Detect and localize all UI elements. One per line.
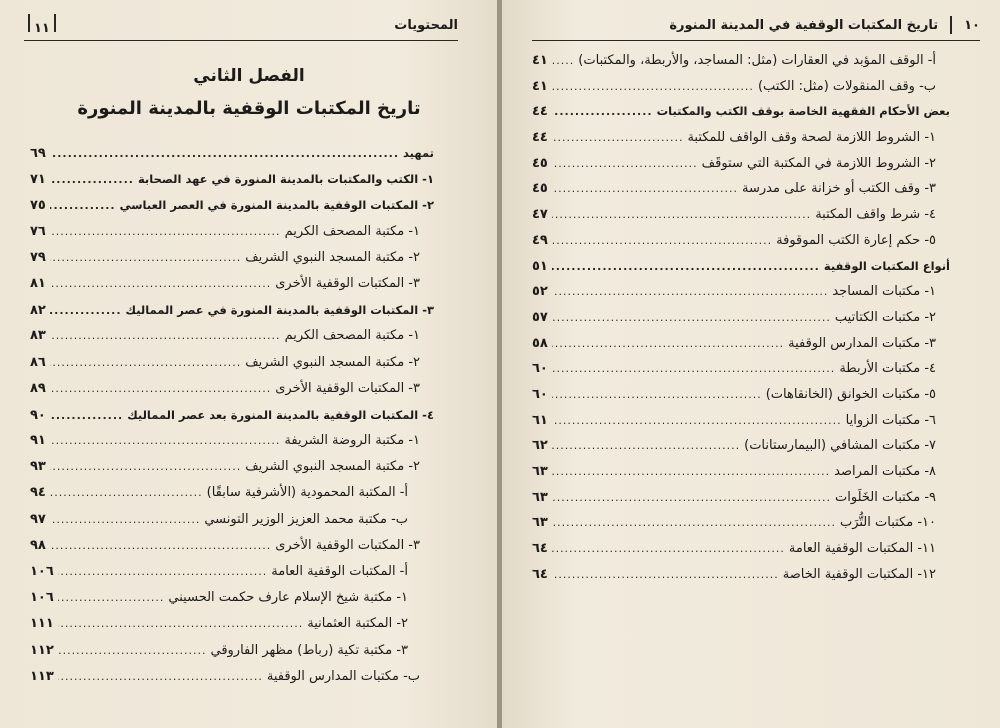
- toc-entry: [532, 74, 950, 100]
- toc-entry-page: ٤٤: [532, 104, 548, 120]
- dot-leader: [552, 331, 784, 357]
- toc-entry-title: ١- مكتبة شيخ الإسلام عارف حكمت الحسيني: [168, 590, 408, 606]
- toc-entry: [532, 176, 950, 202]
- toc-entry-page: ٤٧: [532, 207, 548, 223]
- dot-leader: [552, 433, 740, 459]
- dot-leader: [552, 202, 811, 228]
- dot-leader: [50, 219, 281, 245]
- toc-entry-title: ٣- مكتبة تكية (رباط) مظهر الفاروقي: [210, 642, 408, 658]
- page-number: ١٠: [964, 17, 980, 33]
- toc-entry-page: ٥٧: [532, 309, 548, 325]
- toc-entry-page: ٦٩: [30, 146, 46, 161]
- toc-entry-title: ٨- مكتبات المراصد: [834, 464, 936, 479]
- toc-entry-title: ٤- شرط واقف المكتبة: [815, 207, 936, 223]
- toc-entry-title: ١- مكتبة الروضة الشريفة: [284, 433, 420, 449]
- toc-entry-page: ٤٥: [532, 181, 548, 197]
- dot-leader: [552, 151, 698, 177]
- toc-entry-title: ٢- المكتبات الوقفية بالمدينة المنورة في العصر العباسي: [119, 198, 434, 213]
- toc-entry-title: ٧- مكتبات المشافي (البيمارستانات): [744, 438, 936, 454]
- toc-entry: [30, 533, 434, 559]
- toc-entry-title: ١- الكتب والمكتبات بالمدينة المنورة في عهد الصحابة: [137, 172, 434, 187]
- toc-entry-page: ٩٠: [30, 407, 46, 423]
- dot-leader: [552, 176, 738, 202]
- page-header: [24, 12, 458, 38]
- toc-entry-page: ٦٠: [532, 386, 548, 402]
- toc-entry: [30, 664, 434, 690]
- toc-entry: [532, 99, 950, 125]
- toc-entry-page: ٩٨: [30, 537, 46, 553]
- dot-leader: [50, 454, 241, 480]
- dot-leader: [552, 510, 836, 536]
- toc-entry-title: ٥- حكم إعارة الكتب الموقوفة: [776, 232, 936, 248]
- toc-entry: [532, 254, 950, 280]
- toc-entry: [532, 279, 950, 305]
- toc-entry: [30, 166, 434, 192]
- toc-entry: [532, 48, 950, 74]
- dot-leader: [552, 356, 835, 382]
- toc-entry-title: ١- مكتبات المساجد: [832, 284, 936, 300]
- toc-entry-title: ب- وقف المنقولات (مثل: الكتب): [757, 78, 936, 94]
- toc-entry-title: ٣- المكتبات الوقفية الأخرى: [275, 537, 420, 553]
- toc-entry: [532, 331, 950, 357]
- dot-leader: [58, 585, 165, 611]
- toc-entry-page: ١١٣: [30, 668, 54, 684]
- dot-leader: [50, 271, 271, 297]
- page-header: [522, 12, 980, 38]
- toc-entry-page: ٥١: [532, 258, 548, 274]
- toc-entry-page: ٦٠: [532, 361, 548, 377]
- toc-entry: [532, 356, 950, 382]
- toc-entry-page: ٧١: [30, 172, 46, 188]
- toc-entry-page: ٧٥: [30, 198, 46, 214]
- toc-entry-page: ١١٢: [30, 642, 54, 658]
- dot-leader: [552, 228, 772, 254]
- toc-entry-title: ٢- المكتبة العثمانية: [307, 616, 408, 632]
- page-number: ١١: [34, 21, 50, 36]
- toc-entry-page: ٤٤: [532, 130, 548, 146]
- toc-entry-page: ١٠٦: [30, 590, 54, 606]
- dot-leader: [552, 408, 842, 434]
- toc-entry: [30, 638, 434, 664]
- toc-entry-title: ٣- وقف الكتب أو خزانة على مدرسة: [742, 181, 936, 197]
- toc-entry-title: ٣- مكتبات المدارس الوقفية: [788, 335, 936, 351]
- toc-entry-page: ٧٩: [30, 249, 46, 265]
- toc-entry-page: ٦٤: [532, 566, 548, 582]
- right-page: [502, 0, 1000, 728]
- toc-entry: [532, 485, 950, 511]
- dot-leader: [58, 664, 263, 690]
- header-rule: [24, 40, 458, 41]
- toc-entry-page: ٩٧: [30, 511, 46, 527]
- toc-entry: [30, 559, 434, 585]
- toc-list: [30, 140, 434, 690]
- toc-entry-title: ٦- مكتبات الزوايا: [845, 412, 936, 428]
- toc-entry-title: ٣- المكتبات الوقفية الأخرى: [275, 275, 420, 291]
- dot-leader: [50, 298, 122, 324]
- toc-entry-title: ٢- مكتبة المسجد النبوي الشريف: [245, 459, 420, 475]
- running-title: المحتويات: [394, 17, 458, 33]
- toc-entry: [30, 428, 434, 454]
- toc-entry-page: ٥٢: [532, 284, 548, 300]
- toc-entry-title: ٢- مكتبة المسجد النبوي الشريف: [245, 249, 420, 265]
- toc-entry-title: ٤- مكتبات الأربطة: [839, 361, 936, 377]
- toc-entry-page: ٨٢: [30, 303, 46, 319]
- dot-leader: [50, 323, 281, 349]
- toc-entry-page: ٤١: [532, 78, 548, 94]
- toc-entry: [532, 228, 950, 254]
- toc-entry: [30, 480, 434, 506]
- toc-entry-title: ب- مكتبات المدارس الوقفية: [266, 668, 420, 684]
- dot-leader: [50, 245, 241, 271]
- dot-leader: [50, 428, 281, 454]
- toc-entry: [532, 382, 950, 408]
- header-separator: [950, 16, 952, 34]
- chapter-title: تاريخ المكتبات الوقفية بالمدينة المنورة: [77, 98, 421, 119]
- toc-entry-title: ١- مكتبة المصحف الكريم: [284, 328, 420, 344]
- toc-entry-page: ٥٨: [532, 335, 548, 351]
- toc-entry: [30, 219, 434, 245]
- dot-leader: [50, 533, 271, 559]
- toc-entry-title: ٢- مكتبات الكتاتيب: [834, 309, 936, 325]
- toc-entry: [532, 562, 950, 588]
- dot-leader: [58, 638, 207, 664]
- toc-entry-title: تمهيد: [403, 146, 434, 160]
- toc-entry: [30, 454, 434, 480]
- dot-leader: [552, 125, 684, 151]
- header-rule: [532, 40, 980, 41]
- toc-entry-title: ٩- مكتبات الخَلَوات: [835, 489, 936, 505]
- toc-entry-page: ٤٩: [532, 232, 548, 248]
- dot-leader: [50, 480, 203, 506]
- toc-entry: [30, 350, 434, 376]
- dot-leader: [552, 305, 831, 331]
- toc-entry: [532, 510, 950, 536]
- chapter-label: الفصل الثاني: [193, 66, 305, 86]
- toc-entry-title: أنواع المكتبات الوقفية: [823, 258, 950, 273]
- dot-leader: [552, 382, 762, 408]
- toc-entry-title: ١- الشروط اللازمة لصحة وقف الواقف للمكتبة: [687, 130, 936, 146]
- toc-entry: [30, 507, 434, 533]
- toc-list: [532, 48, 950, 587]
- toc-entry-page: ٦١: [532, 412, 548, 428]
- toc-entry-page: ٩٣: [30, 459, 46, 475]
- toc-entry-title: ١٢- المكتبات الوقفية الخاصة: [782, 566, 936, 582]
- toc-entry: [30, 271, 434, 297]
- toc-entry: [532, 202, 950, 228]
- toc-entry-page: ٦٤: [532, 541, 548, 557]
- dot-leader: [552, 48, 574, 74]
- dot-leader: [50, 193, 116, 219]
- toc-entry: [30, 245, 434, 271]
- dot-leader: [552, 74, 754, 100]
- toc-entry-page: ٨٦: [30, 354, 46, 370]
- toc-entry: [30, 297, 434, 323]
- toc-entry: [30, 585, 434, 611]
- dot-leader: [50, 403, 123, 429]
- dot-leader: [50, 141, 399, 167]
- dot-leader: [552, 99, 653, 125]
- toc-entry-title: أ- المكتبات الوقفية العامة: [271, 564, 408, 579]
- page-number-group: [24, 14, 60, 36]
- toc-entry-title: ١٠- مكتبات التُّرَب: [839, 515, 936, 531]
- dot-leader: [58, 611, 303, 637]
- header-separator: [54, 14, 56, 32]
- toc-entry: [532, 408, 950, 434]
- toc-entry: [532, 433, 950, 459]
- toc-entry: [532, 125, 950, 151]
- toc-entry-page: ٦٣: [532, 515, 548, 531]
- toc-entry-page: ٤١: [532, 53, 548, 68]
- running-title: تاريخ المكتبات الوقفية في المدينة المنورة: [669, 17, 939, 33]
- toc-entry-page: ٤٥: [532, 155, 548, 171]
- toc-entry-page: ٨١: [30, 275, 46, 291]
- toc-entry-page: ٨٣: [30, 328, 46, 344]
- toc-entry-title: ١١- المكتبات الوقفية العامة: [788, 541, 936, 557]
- dot-leader: [552, 279, 828, 305]
- toc-entry-title: ٢- مكتبة المسجد النبوي الشريف: [245, 354, 420, 370]
- toc-entry-page: ٦٣: [532, 464, 548, 479]
- toc-entry: [30, 323, 434, 349]
- toc-entry-title: بعض الأحكام الفقهية الخاصة بوقف الكتب والمكتبات: [656, 104, 950, 119]
- header-separator: [28, 14, 30, 32]
- toc-entry-title: ٤- المكتبات الوقفية بالمدينة المنورة بعد عصر المماليك: [127, 407, 434, 422]
- dot-leader: [552, 562, 779, 588]
- toc-entry: [532, 536, 950, 562]
- toc-entry: [30, 376, 434, 402]
- toc-entry-page: ١٠٦: [30, 564, 54, 579]
- dot-leader: [58, 559, 267, 585]
- toc-entry-page: ٩١: [30, 433, 46, 449]
- toc-entry-title: ٢- الشروط اللازمة في المكتبة التي ستوقَف: [701, 155, 936, 171]
- toc-entry-title: أ- المكتبة المحمودية (الأشرفية سابقًا): [206, 485, 408, 501]
- dot-leader: [50, 376, 271, 402]
- toc-entry-title: ب- مكتبة محمد العزيز الوزير التونسي: [204, 511, 408, 527]
- toc-entry: [30, 192, 434, 218]
- toc-entry-page: ٩٤: [30, 485, 46, 501]
- toc-entry: [30, 611, 434, 637]
- toc-entry: [30, 140, 434, 166]
- toc-entry-title: ٥- مكتبات الخوانق (الخانقاهات): [765, 386, 936, 402]
- dot-leader: [552, 536, 785, 562]
- dot-leader: [50, 507, 200, 533]
- toc-entry-page: ٦٣: [532, 489, 548, 505]
- toc-entry-title: ٣- المكتبات الوقفية الأخرى: [275, 380, 420, 396]
- toc-entry-page: ٦٢: [532, 438, 548, 454]
- dot-leader: [552, 254, 820, 280]
- toc-entry-page: ٧٦: [30, 223, 46, 239]
- dot-leader: [50, 350, 241, 376]
- toc-entry-page: ١١١: [30, 616, 54, 632]
- dot-leader: [552, 459, 830, 485]
- toc-entry: [532, 305, 950, 331]
- left-page: [0, 0, 498, 728]
- toc-entry-title: ٣- المكتبات الوقفية بالمدينة المنورة في عصر المماليك: [125, 303, 434, 318]
- toc-entry-title: أ- الوقف المؤبد في العقارات (مثل: المساجد، والأربطة، والمكتبات): [578, 53, 936, 68]
- toc-entry: [532, 151, 950, 177]
- toc-entry-title: ١- مكتبة المصحف الكريم: [284, 223, 420, 239]
- dot-leader: [50, 167, 134, 193]
- toc-entry: [30, 402, 434, 428]
- toc-entry-page: ٨٩: [30, 380, 46, 396]
- dot-leader: [552, 485, 831, 511]
- toc-entry: [532, 459, 950, 485]
